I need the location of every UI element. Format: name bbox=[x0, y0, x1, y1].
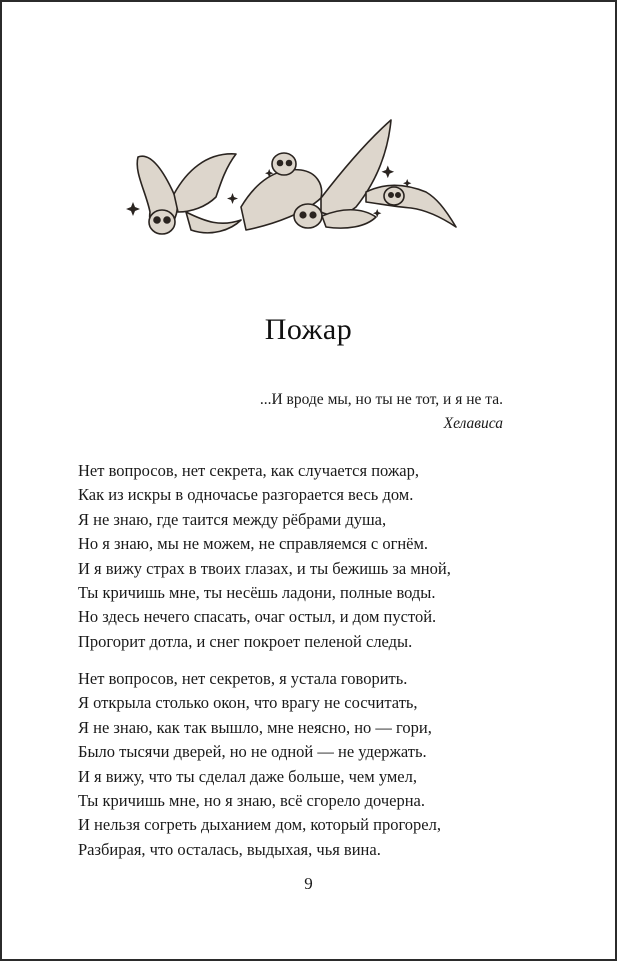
poem-line: Я открыла столько окон, что врагу не сосчитать, bbox=[78, 693, 418, 713]
stanza-1 bbox=[78, 459, 451, 654]
poem-line: И нельзя согреть дыханием дом, который прогорел, bbox=[78, 815, 441, 835]
poem-line: Было тысячи дверей, но не одной — не удержать. bbox=[78, 742, 427, 762]
stanza-2 bbox=[78, 667, 441, 862]
epigraph bbox=[260, 388, 503, 436]
poem-line: Но я знаю, мы не можем, не справляемся с огнём. bbox=[78, 534, 429, 554]
epigraph-author: Хелависа bbox=[443, 415, 503, 432]
poem-line: И я вижу страх в твоих глазах, и ты бежишь за мной, bbox=[78, 558, 451, 578]
poem-line: И я вижу, что ты сделал даже больше, чем умел, bbox=[78, 766, 417, 786]
page-number: 9 bbox=[304, 874, 313, 893]
owls-illustration bbox=[126, 112, 466, 252]
poem-title: Пожар bbox=[264, 313, 353, 346]
epigraph-text: ...И вроде мы, но ты не тот, и я не та. bbox=[259, 391, 503, 408]
poem-line: Я не знаю, как так вышло, мне неясно, но — гори, bbox=[78, 717, 432, 737]
poem-line: Но здесь нечего спасать, очаг остыл, и дом пустой. bbox=[78, 607, 437, 627]
poem-line: Ты кричишь мне, но я знаю, всё сгорело дочерна. bbox=[78, 791, 426, 811]
poem-line: Разбирая, что осталась, выдыхая, чья вина. bbox=[78, 839, 381, 859]
poem-line: Нет вопросов, нет секретов, я устала говорить. bbox=[78, 669, 408, 688]
poem-line: Как из искры в одночасье разгорается весь дом. bbox=[78, 485, 414, 505]
poem-line: Я не знаю, где таится между рёбрами душа, bbox=[78, 509, 387, 529]
poem-line: Прогорит дотла, и снег покроет пеленой следы. bbox=[78, 631, 413, 651]
poem-line: Ты кричишь мне, ты несёшь ладони, полные воды. bbox=[78, 583, 436, 603]
poem-line: Нет вопросов, нет секрета, как случается пожар, bbox=[78, 461, 419, 480]
